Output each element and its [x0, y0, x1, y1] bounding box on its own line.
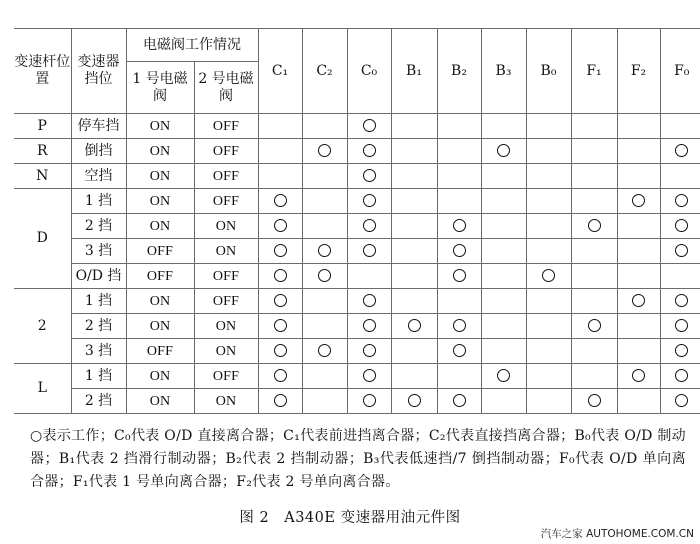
element-mark-cell — [347, 239, 391, 264]
element-mark-cell — [391, 264, 437, 289]
header-solenoid-1: 1 号电磁阀 — [126, 62, 194, 114]
element-mark-cell — [481, 314, 526, 339]
element-mark-cell — [258, 314, 302, 339]
element-mark-cell — [481, 114, 526, 139]
working-circle-icon — [363, 344, 376, 357]
element-mark-cell — [347, 189, 391, 214]
element-mark-cell — [347, 314, 391, 339]
element-mark-cell — [391, 164, 437, 189]
element-mark-cell — [526, 389, 571, 414]
element-mark-cell — [617, 339, 660, 364]
working-circle-icon — [363, 144, 376, 157]
gear-cell: 3 挡 — [71, 339, 126, 364]
header-element: B₁ — [391, 29, 437, 114]
header-lever-position: 变速杆位置 — [14, 29, 71, 114]
element-mark-cell — [391, 389, 437, 414]
element-mark-cell — [660, 114, 700, 139]
working-circle-icon — [408, 319, 421, 332]
working-circle-icon — [274, 269, 287, 282]
solenoid-2-state: OFF — [194, 164, 258, 189]
working-circle-icon — [363, 394, 376, 407]
element-mark-cell — [347, 139, 391, 164]
solenoid-2-state: ON — [194, 339, 258, 364]
header-element: B₃ — [481, 29, 526, 114]
element-mark-cell — [617, 289, 660, 314]
element-mark-cell — [617, 214, 660, 239]
lever-position-cell: R — [14, 139, 71, 164]
element-mark-cell — [481, 339, 526, 364]
working-circle-icon — [588, 219, 601, 232]
working-circle-icon — [274, 369, 287, 382]
header-element: F₂ — [617, 29, 660, 114]
element-mark-cell — [437, 289, 481, 314]
element-mark-cell — [258, 239, 302, 264]
gear-cell: 2 挡 — [71, 314, 126, 339]
element-mark-cell — [526, 139, 571, 164]
element-mark-cell — [258, 289, 302, 314]
table-row — [14, 389, 700, 414]
gear-cell: 1 挡 — [71, 189, 126, 214]
element-mark-cell — [481, 189, 526, 214]
figure-caption: 图 2 A340E 变速器用油元件图 — [239, 510, 461, 526]
header-gear: 变速器挡位 — [71, 29, 126, 114]
working-circle-icon — [453, 344, 466, 357]
element-mark-cell — [437, 189, 481, 214]
working-circle-icon — [542, 269, 555, 282]
working-circle-icon — [274, 194, 287, 207]
element-mark-cell — [258, 164, 302, 189]
solenoid-1-state: OFF — [126, 339, 194, 364]
element-mark-cell — [347, 389, 391, 414]
working-circle-icon — [274, 294, 287, 307]
element-mark-cell — [302, 239, 347, 264]
table-row — [14, 114, 700, 139]
element-mark-cell — [302, 164, 347, 189]
element-mark-cell — [347, 164, 391, 189]
lever-position-cell: P — [14, 114, 71, 139]
element-application-table — [14, 28, 700, 414]
solenoid-2-state: OFF — [194, 264, 258, 289]
element-mark-cell — [302, 264, 347, 289]
element-mark-cell — [347, 289, 391, 314]
working-circle-icon — [274, 344, 287, 357]
element-mark-cell — [617, 389, 660, 414]
working-circle-icon — [363, 319, 376, 332]
legend-note: ○表示工作；C₀代表 O/D 直接离合器；C₁代表前进挡离合器；C₂代表直接挡离合器；B₀代表 O/D 制动器；B₁代表 2 挡滑行制动器；B₂代表 2 挡制动器；B₃代表低速挡/7 倒挡制动器；F₀代表 O/D 单向离合器；F₁代表 1 号单向离合器；F₂代表 2 号单向离合器。 — [30, 428, 686, 490]
working-circle-icon — [318, 244, 331, 257]
element-mark-cell — [617, 189, 660, 214]
element-mark-cell — [571, 164, 617, 189]
element-mark-cell — [258, 139, 302, 164]
element-mark-cell — [258, 364, 302, 389]
solenoid-2-state: ON — [194, 239, 258, 264]
element-mark-cell — [660, 189, 700, 214]
element-mark-cell — [660, 264, 700, 289]
gear-cell: 停车挡 — [71, 114, 126, 139]
working-circle-icon — [453, 244, 466, 257]
element-mark-cell — [660, 364, 700, 389]
working-circle-icon — [318, 269, 331, 282]
element-mark-cell — [391, 239, 437, 264]
element-mark-cell — [571, 289, 617, 314]
element-mark-cell — [571, 314, 617, 339]
element-mark-cell — [660, 214, 700, 239]
element-mark-cell — [437, 364, 481, 389]
element-mark-cell — [481, 389, 526, 414]
working-circle-icon — [675, 194, 688, 207]
element-mark-cell — [481, 239, 526, 264]
solenoid-2-state: ON — [194, 389, 258, 414]
header-solenoid-group: 电磁阀工作情况 — [126, 29, 258, 62]
solenoid-2-state: OFF — [194, 139, 258, 164]
solenoid-1-state: ON — [126, 164, 194, 189]
element-mark-cell — [481, 139, 526, 164]
table-row — [14, 339, 700, 364]
working-circle-icon — [632, 294, 645, 307]
element-mark-cell — [481, 214, 526, 239]
element-mark-cell — [526, 214, 571, 239]
gear-cell: O/D 挡 — [71, 264, 126, 289]
element-mark-cell — [302, 214, 347, 239]
working-circle-icon — [453, 394, 466, 407]
element-mark-cell — [660, 239, 700, 264]
lever-position-cell: N — [14, 164, 71, 189]
solenoid-1-state: ON — [126, 114, 194, 139]
element-mark-cell — [302, 314, 347, 339]
element-mark-cell — [391, 289, 437, 314]
element-mark-cell — [391, 114, 437, 139]
element-mark-cell — [526, 364, 571, 389]
working-circle-icon — [408, 394, 421, 407]
element-mark-cell — [526, 289, 571, 314]
header-element: B₂ — [437, 29, 481, 114]
element-mark-cell — [526, 264, 571, 289]
element-mark-cell — [391, 364, 437, 389]
element-mark-cell — [660, 389, 700, 414]
element-mark-cell — [302, 189, 347, 214]
solenoid-2-state: ON — [194, 214, 258, 239]
header-element: F₁ — [571, 29, 617, 114]
element-mark-cell — [571, 189, 617, 214]
working-circle-icon — [675, 219, 688, 232]
element-mark-cell — [660, 289, 700, 314]
working-circle-icon — [363, 119, 376, 132]
element-mark-cell — [481, 289, 526, 314]
element-mark-cell — [571, 139, 617, 164]
element-mark-cell — [660, 339, 700, 364]
working-circle-icon — [675, 244, 688, 257]
table-row — [14, 239, 700, 264]
solenoid-1-state: ON — [126, 314, 194, 339]
lever-position-cell: D — [14, 189, 71, 289]
header-element: B₀ — [526, 29, 571, 114]
solenoid-1-state: ON — [126, 189, 194, 214]
element-mark-cell — [481, 164, 526, 189]
working-circle-icon — [363, 294, 376, 307]
table-row — [14, 364, 700, 389]
element-mark-cell — [437, 389, 481, 414]
solenoid-2-state: OFF — [194, 289, 258, 314]
element-mark-cell — [526, 189, 571, 214]
element-mark-cell — [571, 389, 617, 414]
element-mark-cell — [660, 139, 700, 164]
solenoid-1-state: OFF — [126, 239, 194, 264]
working-circle-icon — [363, 219, 376, 232]
working-circle-icon — [588, 394, 601, 407]
element-mark-cell — [437, 314, 481, 339]
lever-position-cell: 2 — [14, 289, 71, 364]
element-mark-cell — [258, 339, 302, 364]
element-mark-cell — [437, 139, 481, 164]
element-mark-cell — [258, 189, 302, 214]
element-mark-cell — [437, 239, 481, 264]
header-element: C₂ — [302, 29, 347, 114]
element-mark-cell — [437, 339, 481, 364]
element-mark-cell — [437, 214, 481, 239]
working-circle-icon — [632, 369, 645, 382]
working-circle-icon — [363, 244, 376, 257]
element-mark-cell — [302, 114, 347, 139]
element-mark-cell — [437, 264, 481, 289]
element-mark-cell — [302, 289, 347, 314]
element-mark-cell — [302, 364, 347, 389]
element-mark-cell — [302, 139, 347, 164]
solenoid-1-state: ON — [126, 214, 194, 239]
element-mark-cell — [617, 364, 660, 389]
working-circle-icon — [363, 369, 376, 382]
solenoid-2-state: OFF — [194, 189, 258, 214]
element-mark-cell — [302, 389, 347, 414]
working-circle-icon — [318, 144, 331, 157]
working-circle-icon — [363, 169, 376, 182]
working-circle-icon — [274, 319, 287, 332]
element-mark-cell — [617, 239, 660, 264]
element-mark-cell — [660, 314, 700, 339]
working-circle-icon — [675, 344, 688, 357]
working-circle-icon — [274, 244, 287, 257]
solenoid-1-state: ON — [126, 139, 194, 164]
element-mark-cell — [391, 214, 437, 239]
element-mark-cell — [617, 139, 660, 164]
gear-cell: 3 挡 — [71, 239, 126, 264]
element-mark-cell — [391, 314, 437, 339]
element-mark-cell — [347, 339, 391, 364]
element-mark-cell — [571, 364, 617, 389]
element-mark-cell — [347, 114, 391, 139]
element-mark-cell — [258, 114, 302, 139]
table-row — [14, 264, 700, 289]
element-mark-cell — [347, 214, 391, 239]
table-row — [14, 189, 700, 214]
element-mark-cell — [617, 314, 660, 339]
element-mark-cell — [391, 339, 437, 364]
element-mark-cell — [526, 339, 571, 364]
working-circle-icon — [453, 219, 466, 232]
working-circle-icon — [453, 319, 466, 332]
element-mark-cell — [347, 364, 391, 389]
solenoid-2-state: OFF — [194, 364, 258, 389]
working-circle-icon — [274, 394, 287, 407]
element-mark-cell — [302, 339, 347, 364]
working-circle-icon — [675, 319, 688, 332]
element-mark-cell — [347, 264, 391, 289]
element-mark-cell — [571, 264, 617, 289]
working-circle-icon — [497, 369, 510, 382]
working-circle-icon — [675, 369, 688, 382]
element-mark-cell — [481, 364, 526, 389]
working-circle-icon — [453, 269, 466, 282]
element-mark-cell — [617, 264, 660, 289]
working-circle-icon — [675, 294, 688, 307]
gear-cell: 空挡 — [71, 164, 126, 189]
gear-cell: 2 挡 — [71, 214, 126, 239]
gear-cell: 2 挡 — [71, 389, 126, 414]
working-circle-icon — [675, 394, 688, 407]
element-mark-cell — [437, 164, 481, 189]
working-circle-icon — [632, 194, 645, 207]
working-circle-icon — [675, 144, 688, 157]
solenoid-1-state: ON — [126, 364, 194, 389]
element-mark-cell — [258, 264, 302, 289]
element-mark-cell — [526, 314, 571, 339]
working-circle-icon — [363, 194, 376, 207]
watermark: 汽车之家 AUTOHOME.COM.CN — [540, 528, 694, 540]
solenoid-1-state: ON — [126, 389, 194, 414]
element-mark-cell — [526, 164, 571, 189]
working-circle-icon — [318, 344, 331, 357]
element-mark-cell — [391, 139, 437, 164]
working-circle-icon — [274, 219, 287, 232]
element-mark-cell — [571, 239, 617, 264]
lever-position-cell: L — [14, 364, 71, 414]
element-mark-cell — [526, 239, 571, 264]
solenoid-2-state: ON — [194, 314, 258, 339]
element-mark-cell — [571, 114, 617, 139]
element-mark-cell — [571, 214, 617, 239]
table-row — [14, 139, 700, 164]
header-element: C₀ — [347, 29, 391, 114]
solenoid-2-state: OFF — [194, 114, 258, 139]
table-row — [14, 164, 700, 189]
gear-cell: 1 挡 — [71, 364, 126, 389]
element-mark-cell — [391, 189, 437, 214]
solenoid-1-state: OFF — [126, 264, 194, 289]
gear-cell: 1 挡 — [71, 289, 126, 314]
element-mark-cell — [660, 164, 700, 189]
header-element: F₀ — [660, 29, 700, 114]
element-mark-cell — [526, 114, 571, 139]
working-circle-icon — [497, 144, 510, 157]
working-circle-icon — [588, 319, 601, 332]
solenoid-1-state: ON — [126, 289, 194, 314]
table-row — [14, 214, 700, 239]
header-solenoid-2: 2 号电磁阀 — [194, 62, 258, 114]
element-mark-cell — [617, 114, 660, 139]
element-mark-cell — [258, 389, 302, 414]
element-mark-cell — [258, 214, 302, 239]
element-mark-cell — [617, 164, 660, 189]
table-row — [14, 314, 700, 339]
element-mark-cell — [571, 339, 617, 364]
gear-cell: 倒挡 — [71, 139, 126, 164]
element-mark-cell — [481, 264, 526, 289]
header-element: C₁ — [258, 29, 302, 114]
element-mark-cell — [437, 114, 481, 139]
table-row — [14, 289, 700, 314]
